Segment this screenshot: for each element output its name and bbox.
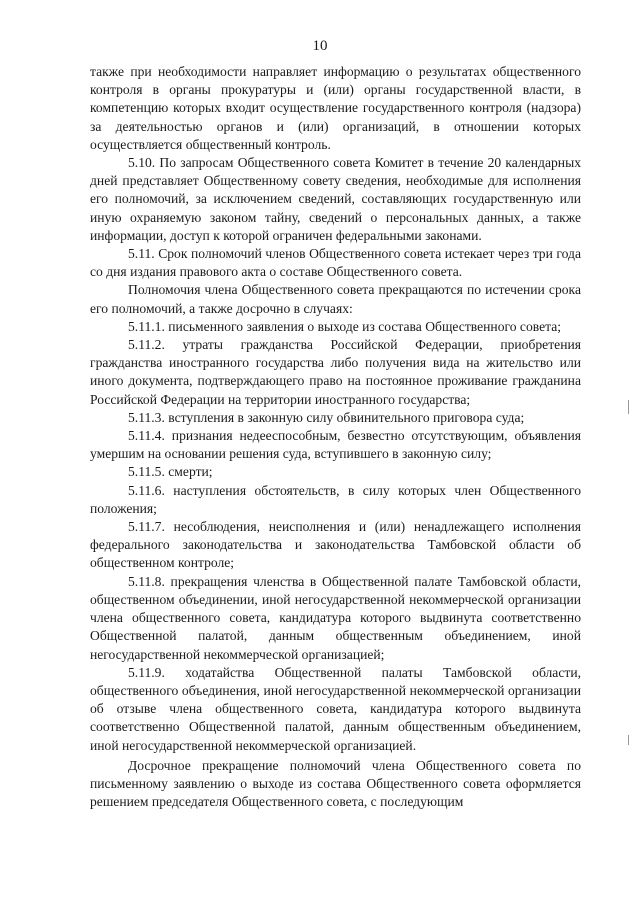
paragraph-5-11-9: 5.11.9. ходатайства Общественной палаты Тамбовской области, общественного объединения, иной негосударственной некоммерческой организации об отзыве члена общественного совета, кандидатура которого выдвинута соответственно Общественной палатой, данным общественным объединением, иной негосударственной некоммерческой организацией. <box>90 664 581 753</box>
paragraph-5-11-6: 5.11.6. наступления обстоятельств, в силу которых член Общественного положения; <box>90 482 581 516</box>
paragraph: также при необходимости направляет информацию о результатах общественного контроля в органы прокуратуры и (или) органы государственной власти, в компетенцию которых входит осуществление государственного контроля (надзора) за деятельностью органов и (или) организаций, в отношении которых осуществляется общественный контроль. <box>90 64 581 152</box>
scan-edge-mark <box>628 400 629 414</box>
paragraph-5-11-8: 5.11.8. прекращения членства в Общественной палате Тамбовской области, общественном объединении, иной негосударственной некоммерческой организации члена общественного совета, кандидатура которого выдвинута соответственно Общественной палатой, данным общественным объединением, иной негосударственной некоммерческой организацией; <box>90 573 581 662</box>
paragraph-5-11-7: 5.11.7. несоблюдения, неисполнения и (или) ненадлежащего исполнения федерального законодательства и законодательства Тамбовской области об общественном контроле; <box>90 519 581 571</box>
paragraph-5-10: 5.10. По запросам Общественного совета Комитет в течение 20 календарных дней представляет Общественному совету сведения, необходимые для исполнения его полномочий, за исключением сведений, составляющих государственную или иную охраняемую законом тайну, сведений о персональных данных, а также информации, доступ к которой ограничен федеральными законами. <box>90 155 581 243</box>
paragraph-5-11-4: 5.11.4. признания недееспособным, безвестно отсутствующим, объявления умершим на основании решения суда, вступившего в законную силу; <box>90 428 581 462</box>
scan-edge-mark <box>628 735 629 745</box>
page-number: 10 <box>312 38 328 54</box>
paragraph-termination-intro: Полномочия члена Общественного совета прекращаются по истечении срока его полномочий, а также досрочно в случаях: <box>90 282 581 316</box>
paragraph-5-11-1: 5.11.1. письменного заявления о выходе из состава Общественного совета; <box>128 318 562 334</box>
paragraph-5-11-3: 5.11.3. вступления в законную силу обвинительного приговора суда; <box>128 409 525 425</box>
document-body <box>90 63 581 811</box>
paragraph-5-11-5: 5.11.5. смерти; <box>128 464 213 480</box>
paragraph-early-termination: Досрочное прекращение полномочий члена Общественного совета по письменному заявлению о выходе из состава Общественного совета оформляется решением председателя Общественного совета, с последующим <box>90 757 581 810</box>
paragraph-5-11-2: 5.11.2. утраты гражданства Российской Федерации, приобретения гражданства иностранного государства либо получения вида на жительство или иного документа, подтверждающего право на постоянное проживание гражданина Российской Федерации на территории иностранного государства; <box>90 337 581 407</box>
paragraph-5-11: 5.11. Срок полномочий членов Общественного совета истекает через три года со дня издания правового акта о составе Общественного совета. <box>90 246 581 280</box>
